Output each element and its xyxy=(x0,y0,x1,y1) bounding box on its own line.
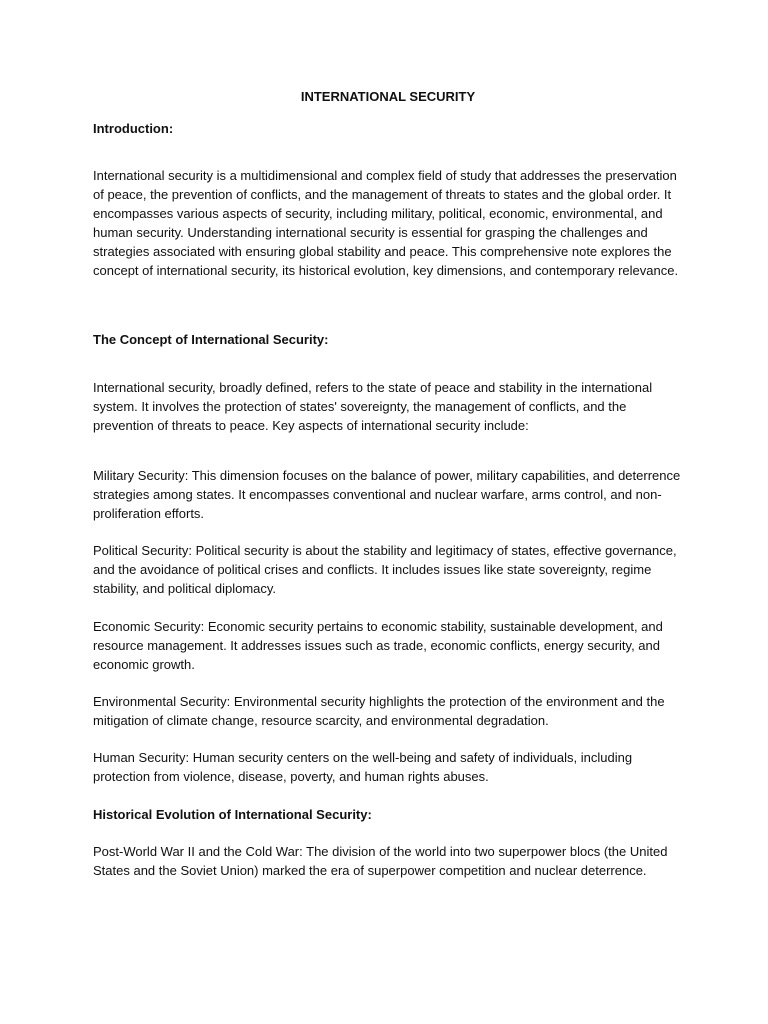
human-security-paragraph: Human Security: Human security centers on the well-being and safety of individuals, including protection from violence, disease, poverty, and human rights abuses. xyxy=(93,750,633,784)
cold-war-paragraph: Post-World War II and the Cold War: The division of the world into two superpower blocs (the United States and the Soviet Union) marked the era of superpower competition and nuclear deterrence. xyxy=(93,844,668,878)
document-title: INTERNATIONAL SECURITY xyxy=(300,89,476,104)
history-heading: Historical Evolution of International Security: xyxy=(93,807,372,822)
military-security-paragraph: Military Security: This dimension focuses on the balance of power, military capabilities, and deterrence strategies among states. It encompasses conventional and nuclear warfare, arms control, and non-proliferation efforts. xyxy=(93,468,681,521)
economic-security-paragraph: Economic Security: Economic security pertains to economic stability, sustainable development, and resource management. It addresses issues such as trade, economic conflicts, energy security, and economic growth. xyxy=(93,619,663,672)
intro-heading: Introduction: xyxy=(93,121,174,136)
environmental-security-paragraph: Environmental Security: Environmental security highlights the protection of the environment and the mitigation of climate change, resource scarcity, and environmental degradation. xyxy=(93,694,665,728)
concept-heading: The Concept of International Security: xyxy=(93,332,329,347)
concept-paragraph: International security, broadly defined, refers to the state of peace and stability in the international system. It involves the protection of states' sovereignty, the management of conflicts, and the prevention of threats to peace. Key aspects of international security include: xyxy=(93,380,653,433)
intro-paragraph: International security is a multidimensional and complex field of study that addresses the preservation of peace, the prevention of conflicts, and the management of threats to states and the global order. It encompasses various aspects of security, including military, political, economic, environmental, and human security. Understanding international security is essential for grasping the challenges and strategies associated with ensuring global stability and peace. This comprehensive note explores the concept of international security, its historical evolution, key dimensions, and contemporary relevance. xyxy=(93,168,679,278)
political-security-paragraph: Political Security: Political security is about the stability and legitimacy of states, effective governance, and the avoidance of political crises and conflicts. It includes issues like state sovereignty, regime stability, and political diplomacy. xyxy=(93,543,677,596)
